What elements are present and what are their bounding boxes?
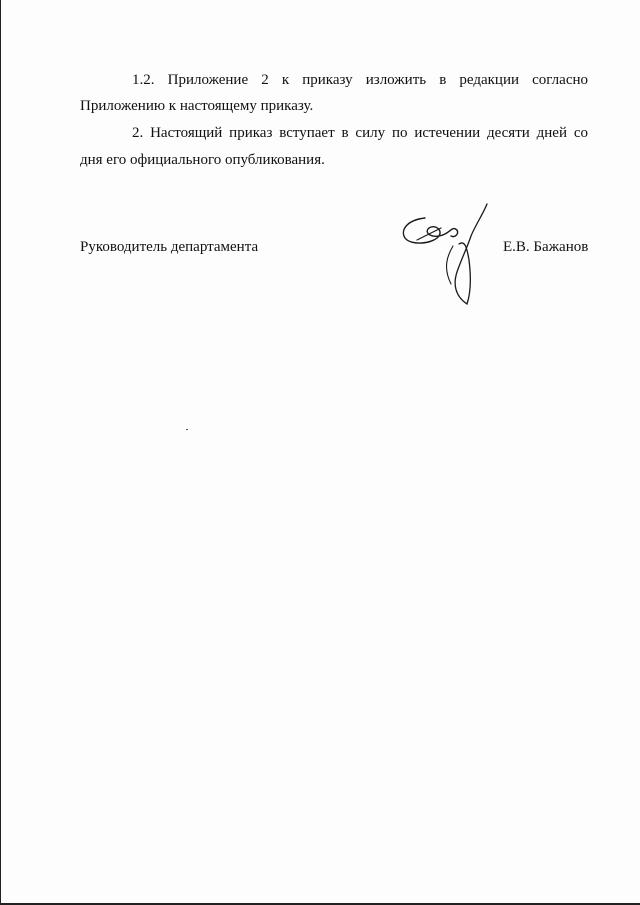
- paragraph-1-line-2: Приложению к настоящему приказу.: [80, 98, 314, 114]
- scan-speck: [186, 429, 188, 430]
- signature-image: [395, 200, 505, 310]
- paragraph-2-line-2: дня его официального опубликования.: [80, 152, 325, 168]
- signatory-name: Е.В. Бажанов: [503, 239, 589, 255]
- scan-edge-left: [0, 0, 1, 905]
- paragraph-1-line-1: 1.2. Приложение 2 к приказу изложить в редакции согласно: [132, 72, 588, 88]
- signatory-title: Руководитель департамента: [80, 239, 259, 255]
- paragraph-2-line-1: 2. Настоящий приказ вступает в силу по истечении десяти дней со: [132, 125, 588, 141]
